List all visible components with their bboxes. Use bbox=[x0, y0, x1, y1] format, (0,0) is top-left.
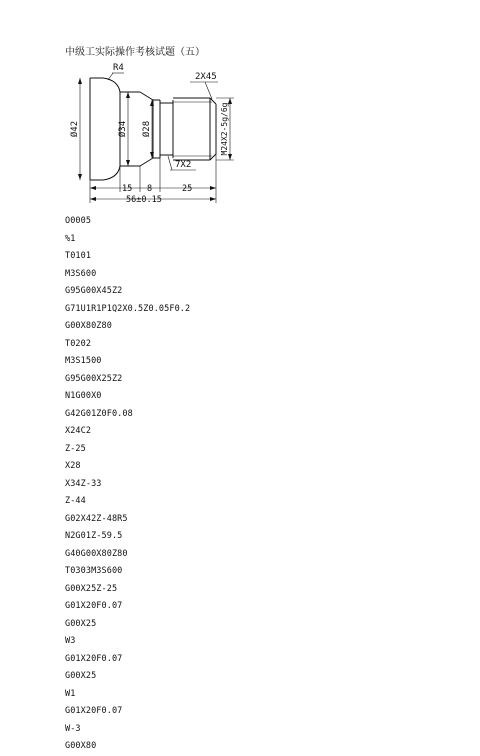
label-groove: 7X2 bbox=[175, 160, 192, 170]
document-title: 中级工实际操作考核试题（五） bbox=[65, 47, 205, 58]
program-line: Z-44 bbox=[65, 496, 86, 506]
program-line: G01X20F0.07 bbox=[65, 706, 123, 716]
program-line: G01X20F0.07 bbox=[65, 653, 123, 664]
program-line: G00X25Z-25 bbox=[65, 583, 118, 594]
program-line: G02X42Z-48R5 bbox=[65, 513, 128, 524]
program-line: N2G01Z-59.5 bbox=[65, 531, 123, 541]
program-line: T0101 bbox=[65, 251, 92, 261]
program-line: N1G00X0 bbox=[65, 391, 102, 401]
label-chamfer: 2X45 bbox=[195, 72, 217, 82]
program-line: G95G00X45Z2 bbox=[65, 286, 123, 296]
label-len25: 25 bbox=[182, 184, 193, 194]
label-radius: R4 bbox=[113, 63, 124, 73]
program-line: O0005 bbox=[65, 216, 92, 226]
program-line: W3 bbox=[65, 636, 76, 646]
program-line: W-3 bbox=[65, 723, 81, 734]
label-thread: M24X2-5g/6g bbox=[220, 102, 229, 156]
program-line: X24C2 bbox=[65, 426, 92, 436]
program-line: %1 bbox=[65, 233, 76, 244]
program-line: G00X80Z80 bbox=[65, 321, 112, 331]
program-line: G00X25 bbox=[65, 671, 97, 681]
program-line: G95G00X25Z2 bbox=[65, 373, 123, 384]
program-line: Z-25 bbox=[65, 443, 86, 454]
program-line: W1 bbox=[65, 688, 76, 699]
program-line: M3S600 bbox=[65, 268, 97, 279]
program-line: X28 bbox=[65, 461, 81, 471]
part-drawing bbox=[0, 0, 480, 210]
label-total: 56±0.15 bbox=[126, 195, 162, 205]
program-line: G00X80 bbox=[65, 741, 97, 751]
label-dia28: Ø28 bbox=[142, 120, 152, 138]
program-line: G40G00X80Z80 bbox=[65, 548, 128, 559]
outline-arc-top bbox=[103, 78, 120, 92]
cnc-program-listing bbox=[65, 213, 190, 756]
program-line: T0303M3S600 bbox=[65, 566, 123, 576]
label-dia34: Ø34 bbox=[118, 120, 128, 138]
program-line: G01X20F0.07 bbox=[65, 601, 123, 611]
outline-arc-bottom bbox=[103, 166, 120, 180]
program-line: G00X25 bbox=[65, 618, 97, 629]
label-dia42: Ø42 bbox=[70, 120, 80, 138]
program-line: M3S1500 bbox=[65, 356, 102, 366]
program-line: T0202 bbox=[65, 338, 92, 349]
label-len15: 15 bbox=[122, 184, 133, 194]
program-line: X34Z-33 bbox=[65, 478, 102, 489]
program-line: G71U1R1P1Q2X0.5Z0.05F0.2 bbox=[65, 303, 191, 314]
label-len8: 8 bbox=[147, 184, 153, 194]
program-line: G42G01Z0F0.08 bbox=[65, 408, 133, 419]
